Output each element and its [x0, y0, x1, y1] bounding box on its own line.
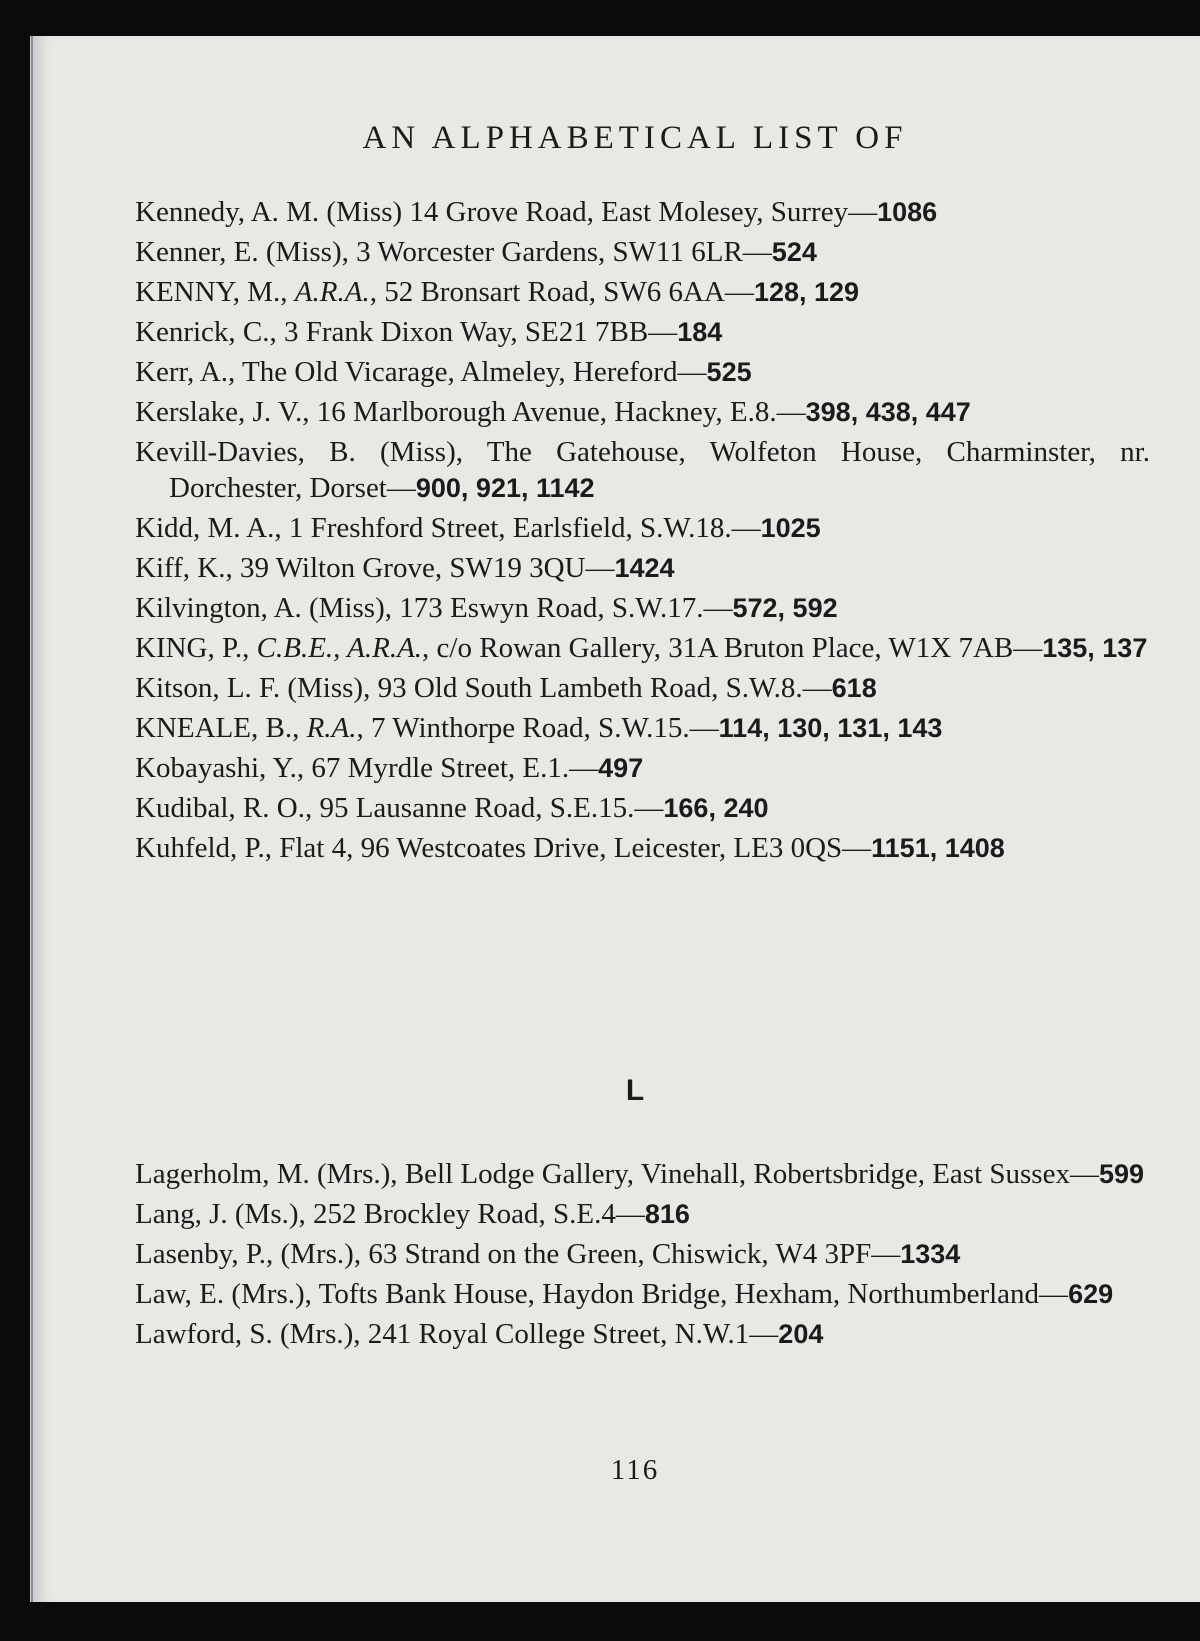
- list-entry: [135, 234, 1150, 270]
- entry-name: Lasenby, P., (Mrs.),: [135, 1238, 369, 1270]
- list-entry: [135, 830, 1150, 866]
- entry-address: Tofts Bank House, Haydon Bridge, Hexham, Northumberland—: [318, 1278, 1069, 1310]
- entry-name: Kerr, A.,: [135, 356, 243, 388]
- entry-address: 173 Eswyn Road, S.W.17.—: [399, 592, 733, 624]
- entry-name: Kennedy, A. M. (Miss): [135, 196, 403, 228]
- entry-name: Kenrick, C.,: [135, 316, 284, 348]
- entry-name: Kobayashi, Y.,: [135, 752, 312, 784]
- entry-catalogue-numbers: 166, 240: [663, 793, 769, 823]
- entry-catalogue-numbers: 618: [831, 673, 877, 703]
- entry-name: Kiff, K.,: [135, 552, 240, 584]
- list-entry: [135, 630, 1150, 666]
- entry-name: KING, P.,: [135, 632, 257, 664]
- entry-catalogue-numbers: 1334: [900, 1239, 961, 1269]
- list-entry: [135, 354, 1150, 390]
- entry-catalogue-numbers: 1086: [877, 197, 938, 227]
- entry-address: The Gatehouse, Wolfeton House, Charminster, nr. Dorchester, Dorset—: [169, 436, 1150, 504]
- entry-address: Bell Lodge Gallery, Vinehall, Robertsbridge, East Sussex—: [404, 1158, 1099, 1190]
- list-entry: [135, 550, 1150, 586]
- entry-address: , 52 Bronsart Road, SW6 6AA—: [369, 276, 754, 308]
- list-entry: [135, 1196, 1150, 1232]
- entry-catalogue-numbers: 497: [598, 753, 644, 783]
- entry-catalogue-numbers: 135, 137: [1042, 633, 1148, 663]
- list-entry: [135, 510, 1150, 546]
- list-entry: [135, 1236, 1150, 1272]
- entry-name: Kerslake, J. V.,: [135, 396, 317, 428]
- entry-name: Kitson, L. F. (Miss),: [135, 672, 378, 704]
- entry-name: Kuhfeld, P.,: [135, 832, 280, 864]
- entry-address: 1 Freshford Street, Earlsfield, S.W.18.—: [288, 512, 761, 544]
- section-heading: L: [625, 1074, 645, 1107]
- entry-address: 241 Royal College Street, N.W.1—: [367, 1318, 779, 1350]
- entry-catalogue-numbers: 599: [1098, 1159, 1145, 1189]
- list-entry: [135, 670, 1150, 706]
- entry-address: 93 Old South Lambeth Road, S.W.8.—: [377, 672, 832, 704]
- entry-address: 3 Frank Dixon Way, SE21 7BB—: [284, 316, 678, 348]
- entry-honours: A.R.A.: [294, 276, 370, 308]
- entry-address: 95 Lausanne Road, S.E.15.—: [319, 792, 664, 824]
- entry-name: Kenner, E. (Miss),: [135, 236, 357, 268]
- entry-honours: C.B.E., A.R.A.: [256, 632, 423, 664]
- entry-address: The Old Vicarage, Almeley, Hereford—: [242, 356, 707, 388]
- entry-address: 14 Grove Road, East Molesey, Surrey—: [402, 196, 878, 228]
- entry-catalogue-numbers: 524: [771, 237, 817, 267]
- entry-name: Lawford, S. (Mrs.),: [135, 1318, 368, 1350]
- entry-address: 63 Strand on the Green, Chiswick, W4 3PF—: [368, 1238, 901, 1270]
- entry-address: 39 Wilton Grove, SW19 3QU—: [239, 552, 615, 584]
- list-entry: [135, 1276, 1150, 1312]
- book-page: [30, 36, 1200, 1602]
- entry-address: 252 Brockley Road, S.E.4—: [313, 1198, 645, 1230]
- entry-catalogue-numbers: 1025: [760, 513, 821, 543]
- list-entry: [135, 314, 1150, 350]
- entry-catalogue-numbers: 204: [778, 1319, 824, 1349]
- entry-catalogue-numbers: 1151, 1408: [871, 833, 1005, 863]
- entry-name: Kidd, M. A.,: [135, 512, 289, 544]
- entry-address: , c/o Rowan Gallery, 31A Bruton Place, W1X 7AB—: [422, 632, 1043, 664]
- entry-address: 16 Marlborough Avenue, Hackney, E.8.—: [316, 396, 806, 428]
- entry-catalogue-numbers: 629: [1068, 1279, 1114, 1309]
- entry-address: , 7 Winthorpe Road, S.W.15.—: [356, 712, 719, 744]
- page-title: AN ALPHABETICAL LIST OF: [362, 120, 908, 156]
- entry-name: Kilvington, A. (Miss),: [135, 592, 400, 624]
- entry-name: Lang, J. (Ms.),: [135, 1198, 314, 1230]
- entry-catalogue-numbers: 114, 130, 131, 143: [718, 713, 943, 743]
- entry-list-l: [135, 1156, 1150, 1356]
- list-entry: [135, 710, 1150, 746]
- entry-address: Flat 4, 96 Westcoates Drive, Leicester, LE3 0QS—: [279, 832, 872, 864]
- list-entry: [135, 1316, 1150, 1352]
- list-entry: [135, 590, 1150, 626]
- entry-address: 67 Myrdle Street, E.1.—: [311, 752, 599, 784]
- list-entry: [135, 790, 1150, 826]
- list-entry: [135, 274, 1150, 310]
- list-entry: [135, 750, 1150, 786]
- entry-catalogue-numbers: 816: [644, 1199, 690, 1229]
- entry-name: Kudibal, R. O.,: [135, 792, 320, 824]
- list-entry: [135, 434, 1150, 506]
- page-number: 116: [610, 1454, 660, 1486]
- entry-catalogue-numbers: 525: [706, 357, 752, 387]
- list-entry: [135, 1156, 1150, 1192]
- entry-catalogue-numbers: 184: [677, 317, 723, 347]
- entry-catalogue-numbers: 572, 592: [732, 593, 838, 623]
- list-entry: [135, 394, 1150, 430]
- entry-list-k: [135, 194, 1150, 870]
- entry-catalogue-numbers: 128, 129: [753, 277, 860, 307]
- entry-catalogue-numbers: 1424: [614, 553, 675, 583]
- entry-name: Kevill-Davies, B. (Miss),: [135, 436, 487, 468]
- entry-name: Law, E. (Mrs.),: [135, 1278, 319, 1310]
- list-entry: [135, 194, 1150, 230]
- entry-name: KNEALE, B.,: [135, 712, 307, 744]
- entry-catalogue-numbers: 900, 921, 1142: [415, 473, 595, 503]
- entry-name: KENNY, M.,: [135, 276, 295, 308]
- entry-name: Lagerholm, M. (Mrs.),: [135, 1158, 405, 1190]
- entry-address: 3 Worcester Gardens, SW11 6LR—: [356, 236, 772, 268]
- entry-honours: R.A.: [306, 712, 357, 744]
- entry-catalogue-numbers: 398, 438, 447: [805, 397, 971, 427]
